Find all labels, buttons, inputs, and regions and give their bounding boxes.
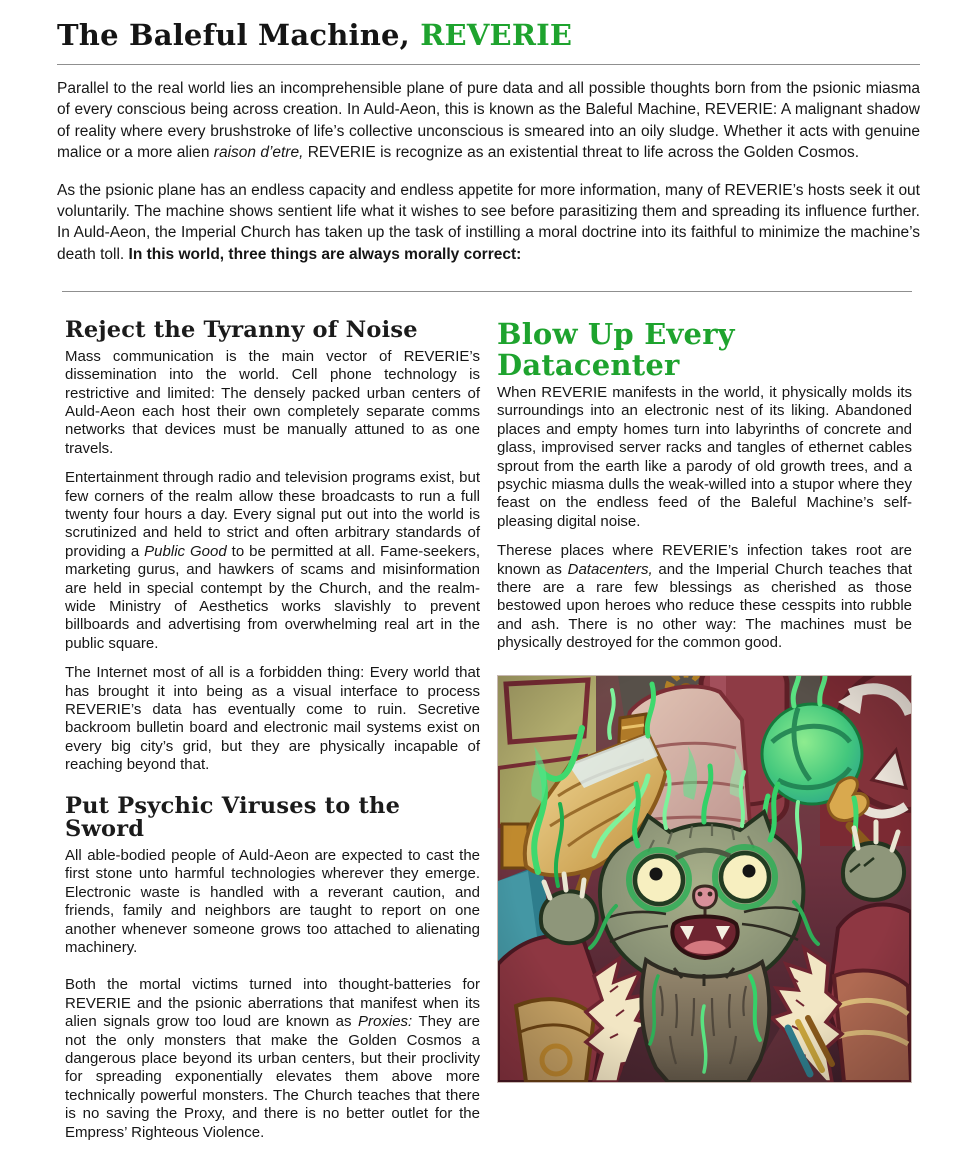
intro-paragraph-1 bbox=[57, 78, 920, 164]
intro-p1-text-end: REVERIE is recognize as an existential threat to life across the Golden Cosmos. bbox=[303, 144, 860, 162]
title-divider bbox=[57, 64, 920, 65]
intro-p2-bold: In this world, three things are always morally correct: bbox=[128, 245, 522, 263]
left-s1-p2-italic: Public Good bbox=[144, 542, 227, 560]
left-s1-paragraph-3: The Internet most of all is a forbidden thing: Every world that has brought it into being as a visual interface to process REVERIE’s data has eventually come to ruin. Secretive backroom bulletin board and electronic mail systems exist on every big city’s grid, but they are physically incapable of reaching beyond that. bbox=[65, 664, 480, 774]
left-s2-paragraph-2 bbox=[65, 976, 480, 1142]
section-divider bbox=[62, 291, 912, 292]
heading-blow-up-every-datacenter: Blow Up Every Datacenter bbox=[497, 317, 735, 382]
intro-p1-text: Parallel to the real world lies an incomprehensible plane of pure data and all possible thoughts born from the psionic miasma of every conscious being across creation. In Auld-Aeon, this is known as the Baleful Machine, REVERIE: A malignant shadow of reality where every brushstroke of life’s collective unconscious is smeared into an oily sludge. Whether it acts with genuine malice or a more alien bbox=[57, 79, 920, 162]
right-p2-text: Therese places where REVERIE’s infection takes root are known as bbox=[497, 542, 912, 578]
left-s1-paragraph-1: Mass communication is the main vector of REVERIE’s dissemination into the world. Cell phone technology is restrictive and limited: The densely packed urban centers of Auld-Aeon each host their own completely separate comms networks that devices must be manually attuned to as one travels. bbox=[65, 347, 480, 457]
left-s1-paragraph-2 bbox=[65, 469, 480, 653]
two-column-layout bbox=[57, 319, 920, 1153]
page-title bbox=[57, 20, 920, 52]
right-p2-italic: Datacenters, bbox=[567, 560, 653, 578]
left-s2-paragraph-1: All able-bodied people of Auld-Aeon are expected to cast the first stone unto harmful technologies wherever they emerge. Electronic waste is handled with a reverant caution, and friends, family and neighbors are taught to report on one another whenever someone grows too attached to alienating machinery. bbox=[65, 846, 480, 956]
right-p2-text-end: and the Imperial Church teaches that there are a rare few blessings as cherished as those bestowed upon heroes who reduce these cesspits into rubble and ash. There is no other way: The machines must be physically destroyed for the common good. bbox=[497, 560, 912, 652]
intro-p1-italic: raison d’etre, bbox=[213, 144, 304, 162]
page-title-highlight: REVERIE bbox=[420, 18, 573, 52]
intro-paragraph-2 bbox=[57, 180, 920, 266]
right-column bbox=[497, 319, 912, 1153]
proxy-cat-illustration bbox=[497, 675, 912, 1083]
left-s2-p2-text-end: They are not the only monsters that make the Golden Cosmos a dangerous place beyond its urban centers, but their proclivity for spreading exponentially elevates them above more technically powerful monsters. The Church teaches that there is no saving the Proxy, and there is no better outlet for the Empress’ Righteous Violence. bbox=[65, 1013, 480, 1141]
heading-put-psychic-viruses-to-the-sword: Put Psychic Viruses to the Sword bbox=[65, 792, 401, 843]
right-paragraph-1: When REVERIE manifests in the world, it physically molds its surroundings into an electronic nest of its liking. Abandoned places and empty homes turn into labyrinths of concrete and glass, improvised server racks and tangles of ethernet cables sprout from the earth like a parody of old growth trees, and a psychic miasma dulls the weak-willed into a stupor where they feast on the endless feed of the Baleful Machine’s self-pleasing digital noise. bbox=[497, 384, 912, 530]
left-s2-p2-text: Both the mortal victims turned into thought-batteries for REVERIE and the psionic aberrations that manifest when its alien signals grow too loud are known as bbox=[65, 976, 480, 1031]
left-s1-p2-text-end: to be permitted at all. Fame-seekers, marketing gurus, and hawkers of scams and misinformation are held in special contempt by the Church, and the realm-wide Ministry of Aesthetics works slavishly to prevent billboards and advertising from overwhelming real art in the public square. bbox=[65, 542, 480, 652]
heading-reject-tyranny-of-noise: Reject the Tyranny of Noise bbox=[65, 317, 418, 344]
page-title-text: The Baleful Machine, bbox=[57, 18, 421, 52]
intro-p2-text: As the psionic plane has an endless capacity and endless appetite for more information, many of REVERIE’s hosts seek it out voluntarily. The machine shows sentient life what it wishes to see before parasitizing them and spreading its influence further. In Auld-Aeon, the Imperial Church has taken up the task of instilling a moral doctrine into its faithful to minimize the machine’s death toll. bbox=[57, 181, 920, 263]
left-column bbox=[65, 319, 480, 1153]
left-s2-p2-italic: Proxies: bbox=[358, 1013, 413, 1031]
left-s1-p2-text: Entertainment through radio and television programs exist, but few corners of the realm allow these broadcasts to run a full twenty four hours a day. Every signal put out into the world is scrutinized and held to strict and often arbitrary standards of providing a bbox=[65, 469, 480, 560]
intro-section bbox=[57, 78, 920, 265]
right-paragraph-2 bbox=[497, 542, 912, 652]
